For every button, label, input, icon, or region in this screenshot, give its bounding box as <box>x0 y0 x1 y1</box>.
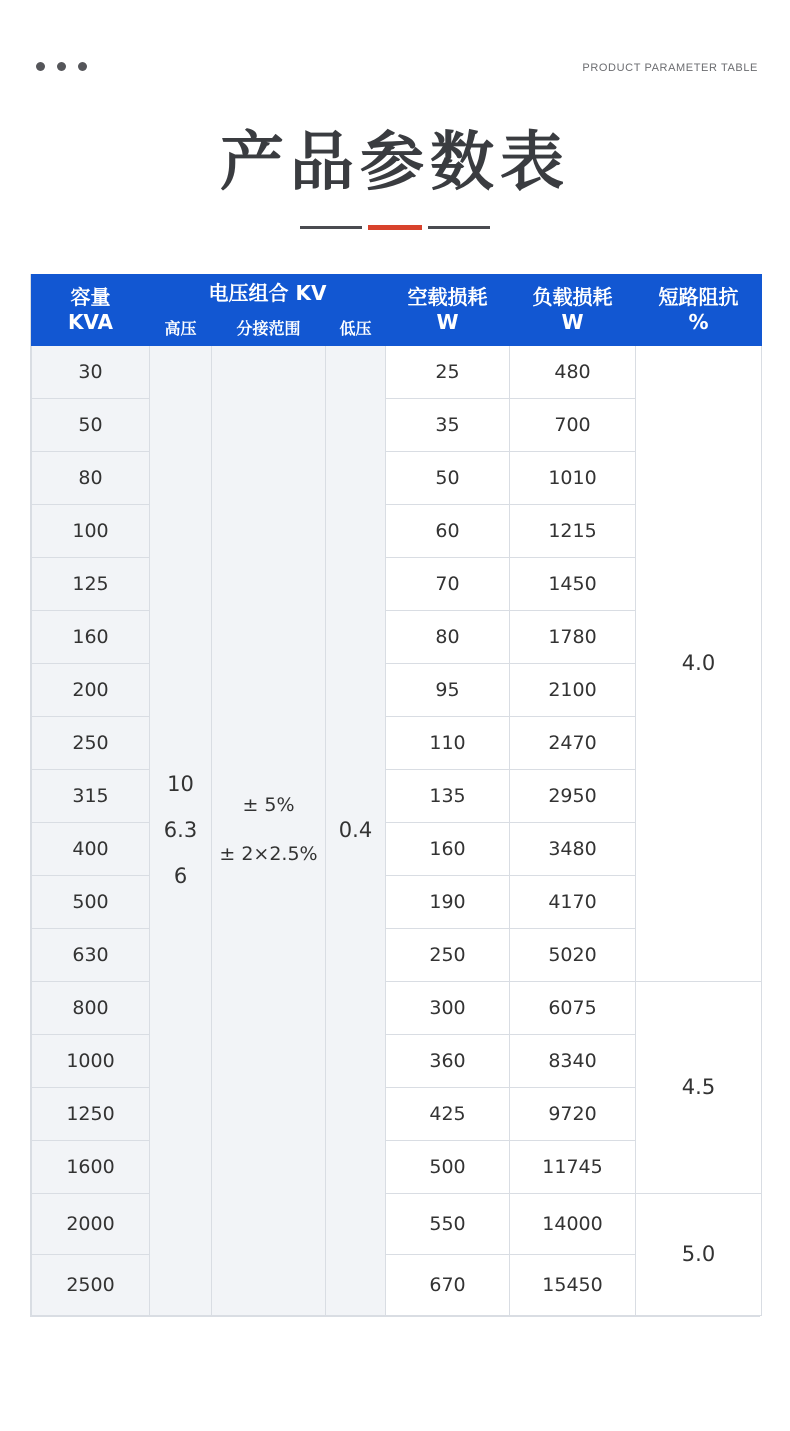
cell-no-load-loss: 80 <box>386 610 510 663</box>
table-body <box>32 345 762 1315</box>
table-header-row-1 <box>32 275 762 313</box>
tap-value-2: ± 2×2.5% <box>219 843 318 866</box>
cell-no-load-loss: 360 <box>386 1034 510 1087</box>
header-eyebrow-text: PRODUCT PARAMETER TABLE <box>582 62 758 74</box>
header-no-load-loss-line2: W <box>436 309 459 334</box>
cell-capacity: 125 <box>32 557 150 610</box>
cell-high-voltage-merged <box>150 345 212 1315</box>
cell-load-loss: 2470 <box>510 716 636 769</box>
cell-capacity: 1600 <box>32 1140 150 1193</box>
cell-capacity: 100 <box>32 504 150 557</box>
cell-load-loss: 11745 <box>510 1140 636 1193</box>
cell-capacity: 200 <box>32 663 150 716</box>
header-no-load-loss <box>386 275 510 345</box>
cell-load-loss: 14000 <box>510 1193 636 1254</box>
table-row <box>32 981 762 1034</box>
divider-right-segment <box>428 226 490 229</box>
cell-no-load-loss: 300 <box>386 981 510 1034</box>
hv-value-2: 6.3 <box>163 817 198 842</box>
cell-capacity: 630 <box>32 928 150 981</box>
cell-capacity: 50 <box>32 398 150 451</box>
tap-value-1: ± 5% <box>242 793 295 816</box>
cell-capacity: 1000 <box>32 1034 150 1087</box>
cell-no-load-loss: 190 <box>386 875 510 928</box>
cell-capacity: 2500 <box>32 1254 150 1315</box>
cell-tap-range-merged <box>212 345 326 1315</box>
cell-capacity: 400 <box>32 822 150 875</box>
cell-load-loss: 15450 <box>510 1254 636 1315</box>
cell-impedance-group-1: 4.0 <box>636 345 762 981</box>
cell-capacity: 80 <box>32 451 150 504</box>
page-header <box>0 0 790 110</box>
dot-1 <box>36 62 45 71</box>
header-short-circuit-impedance <box>636 275 762 345</box>
cell-no-load-loss: 500 <box>386 1140 510 1193</box>
cell-load-loss: 8340 <box>510 1034 636 1087</box>
page-title: 产品参数表 <box>220 126 570 200</box>
cell-no-load-loss: 425 <box>386 1087 510 1140</box>
cell-capacity: 250 <box>32 716 150 769</box>
three-dots-icon <box>36 62 87 71</box>
cell-load-loss: 5020 <box>510 928 636 981</box>
cell-no-load-loss: 250 <box>386 928 510 981</box>
cell-load-loss: 1215 <box>510 504 636 557</box>
cell-no-load-loss: 70 <box>386 557 510 610</box>
cell-capacity: 500 <box>32 875 150 928</box>
header-voltage-group: 电压组合 KV <box>150 275 386 313</box>
cell-load-loss: 2100 <box>510 663 636 716</box>
divider-left-segment <box>300 226 362 229</box>
cell-no-load-loss: 135 <box>386 769 510 822</box>
cell-capacity: 315 <box>32 769 150 822</box>
title-block <box>0 128 790 230</box>
cell-impedance-group-2: 4.5 <box>636 981 762 1193</box>
header-no-load-loss-line1: 空载损耗 <box>407 284 488 309</box>
header-low-voltage: 低压 <box>326 313 386 345</box>
cell-impedance-group-3: 5.0 <box>636 1193 762 1315</box>
table-row <box>32 1193 762 1254</box>
cell-no-load-loss: 60 <box>386 504 510 557</box>
parameter-table <box>31 274 762 1315</box>
cell-no-load-loss: 160 <box>386 822 510 875</box>
title-divider <box>300 224 490 230</box>
cell-no-load-loss: 110 <box>386 716 510 769</box>
header-high-voltage: 高压 <box>150 313 212 345</box>
hv-value-1: 10 <box>167 771 194 796</box>
header-load-loss-line2: W <box>561 309 584 334</box>
header-capacity-line1: 容量 <box>70 284 111 309</box>
parameter-table-container <box>30 274 760 1316</box>
cell-load-loss: 1780 <box>510 610 636 663</box>
table-head <box>32 275 762 345</box>
header-short-circuit-line2: % <box>688 309 709 334</box>
cell-no-load-loss: 50 <box>386 451 510 504</box>
header-capacity-line2: KVA <box>67 309 114 334</box>
cell-load-loss: 4170 <box>510 875 636 928</box>
cell-no-load-loss: 25 <box>386 345 510 398</box>
cell-load-loss: 9720 <box>510 1087 636 1140</box>
cell-low-voltage-merged: 0.4 <box>326 345 386 1315</box>
cell-capacity: 30 <box>32 345 150 398</box>
hv-value-3: 6 <box>173 864 188 889</box>
header-short-circuit-line1: 短路阻抗 <box>658 284 739 309</box>
table-row <box>32 345 762 398</box>
header-tap-range: 分接范围 <box>212 313 326 345</box>
cell-load-loss: 700 <box>510 398 636 451</box>
cell-load-loss: 2950 <box>510 769 636 822</box>
dot-3 <box>78 62 87 71</box>
cell-load-loss: 3480 <box>510 822 636 875</box>
cell-capacity: 800 <box>32 981 150 1034</box>
header-load-loss <box>510 275 636 345</box>
cell-load-loss: 1450 <box>510 557 636 610</box>
cell-no-load-loss: 550 <box>386 1193 510 1254</box>
cell-no-load-loss: 95 <box>386 663 510 716</box>
dot-2 <box>57 62 66 71</box>
cell-capacity: 160 <box>32 610 150 663</box>
cell-load-loss: 6075 <box>510 981 636 1034</box>
cell-no-load-loss: 35 <box>386 398 510 451</box>
cell-load-loss: 480 <box>510 345 636 398</box>
cell-no-load-loss: 670 <box>386 1254 510 1315</box>
header-capacity <box>32 275 150 345</box>
cell-load-loss: 1010 <box>510 451 636 504</box>
cell-capacity: 1250 <box>32 1087 150 1140</box>
cell-capacity: 2000 <box>32 1193 150 1254</box>
divider-accent-segment <box>368 225 422 230</box>
header-load-loss-line1: 负载损耗 <box>532 284 613 309</box>
